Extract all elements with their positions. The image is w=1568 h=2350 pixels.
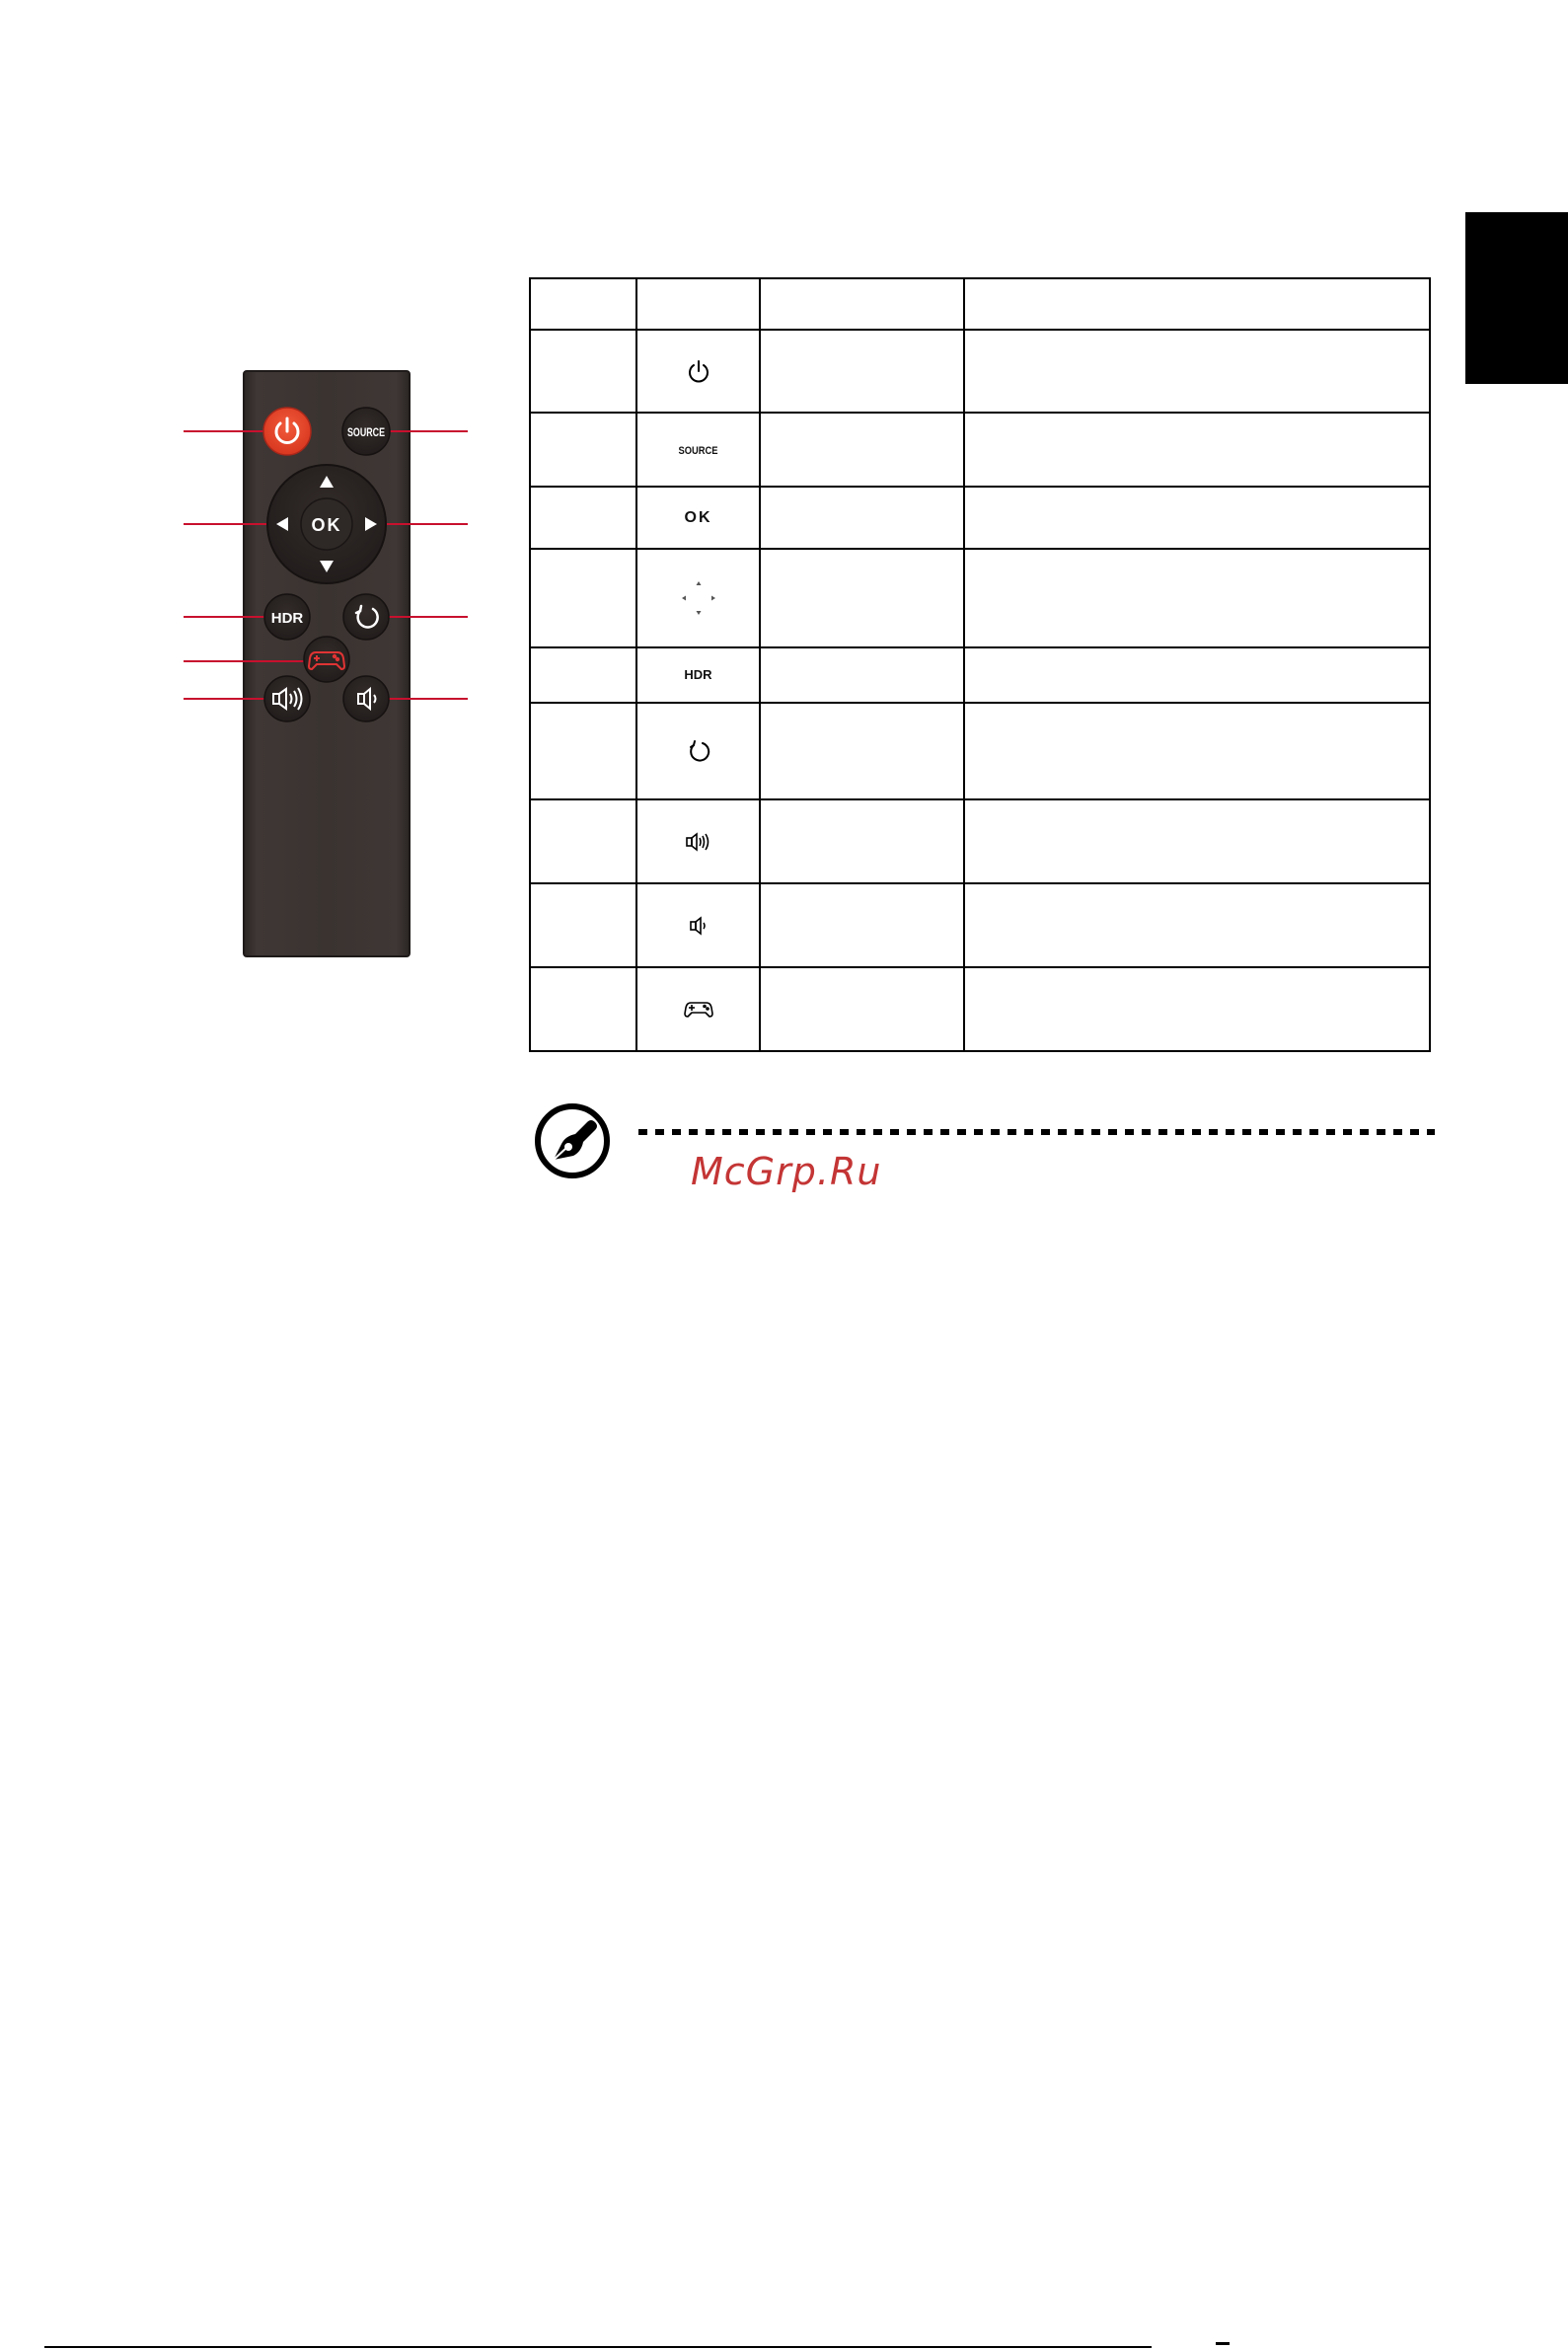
hdr-label: HDR — [270, 610, 304, 627]
volume-down-icon — [689, 915, 709, 937]
table-cell — [530, 413, 636, 487]
header-cell — [760, 278, 964, 330]
table-cell — [530, 883, 636, 967]
source-label-icon: SOURCE — [678, 444, 718, 457]
table-row — [530, 549, 1430, 647]
table-cell — [760, 549, 964, 647]
header-cell — [636, 278, 760, 330]
watermark-text: McGrp.Ru — [691, 1150, 882, 1193]
header-cell — [964, 278, 1430, 330]
table-cell — [964, 487, 1430, 549]
power-icon — [686, 358, 711, 384]
table-cell — [760, 647, 964, 703]
table-cell — [964, 413, 1430, 487]
language-side-tab — [1465, 212, 1568, 384]
table-cell — [964, 549, 1430, 647]
table-cell — [530, 487, 636, 549]
return-icon — [686, 738, 711, 764]
table-icon-cell — [636, 647, 760, 703]
remote-illustration — [0, 0, 513, 987]
game-button[interactable] — [304, 637, 349, 682]
note-dotted-rule — [638, 1129, 1435, 1135]
remote-svg — [0, 0, 513, 987]
table-cell — [760, 703, 964, 799]
table-icon-cell — [636, 330, 760, 413]
table-cell — [530, 967, 636, 1051]
table-cell — [760, 799, 964, 883]
table-row — [530, 647, 1430, 703]
footer-page-mark — [1216, 2342, 1230, 2345]
table-icon-cell — [636, 487, 760, 549]
return-button[interactable] — [343, 594, 389, 640]
volume-up-button[interactable] — [264, 676, 310, 721]
table-cell — [964, 799, 1430, 883]
key-function-table — [529, 277, 1431, 1052]
table-cell — [964, 967, 1430, 1051]
table-row — [530, 967, 1430, 1051]
table-cell — [530, 647, 636, 703]
volume-down-button[interactable] — [343, 676, 389, 721]
dpad[interactable] — [267, 465, 386, 583]
table-icon-cell — [636, 549, 760, 647]
table-row — [530, 330, 1430, 413]
arrows-icon — [679, 578, 718, 618]
table-header-row — [530, 278, 1430, 330]
table-row — [530, 799, 1430, 883]
table-icon-cell — [636, 413, 760, 487]
table-cell — [530, 549, 636, 647]
ok-label: OK — [311, 515, 342, 535]
table-cell — [964, 883, 1430, 967]
ok-label-icon: OK — [684, 508, 712, 526]
table-cell — [760, 967, 964, 1051]
table-icon-cell — [636, 799, 760, 883]
power-button[interactable] — [263, 408, 311, 455]
source-button[interactable] — [342, 408, 390, 455]
table-row — [530, 883, 1430, 967]
table-cell — [760, 330, 964, 413]
table-row — [530, 487, 1430, 549]
table-cell — [760, 413, 964, 487]
hdr-label-icon: HDR — [684, 667, 712, 682]
table-cell — [964, 330, 1430, 413]
hdr-button[interactable] — [264, 594, 310, 640]
footer-rule — [44, 2346, 1152, 2348]
table-cell — [760, 487, 964, 549]
note-pen-icon — [532, 1100, 613, 1181]
table-cell — [530, 799, 636, 883]
volume-up-icon — [685, 831, 712, 853]
table-row — [530, 413, 1430, 487]
table-cell — [760, 883, 964, 967]
table-icon-cell — [636, 703, 760, 799]
header-cell — [530, 278, 636, 330]
gamepad-icon — [683, 999, 714, 1021]
table-icon-cell — [636, 967, 760, 1051]
table-row — [530, 703, 1430, 799]
table-cell — [530, 330, 636, 413]
table-cell — [530, 703, 636, 799]
source-label: SOURCE — [347, 425, 385, 439]
table-cell — [964, 703, 1430, 799]
table-cell — [964, 647, 1430, 703]
table-icon-cell — [636, 883, 760, 967]
